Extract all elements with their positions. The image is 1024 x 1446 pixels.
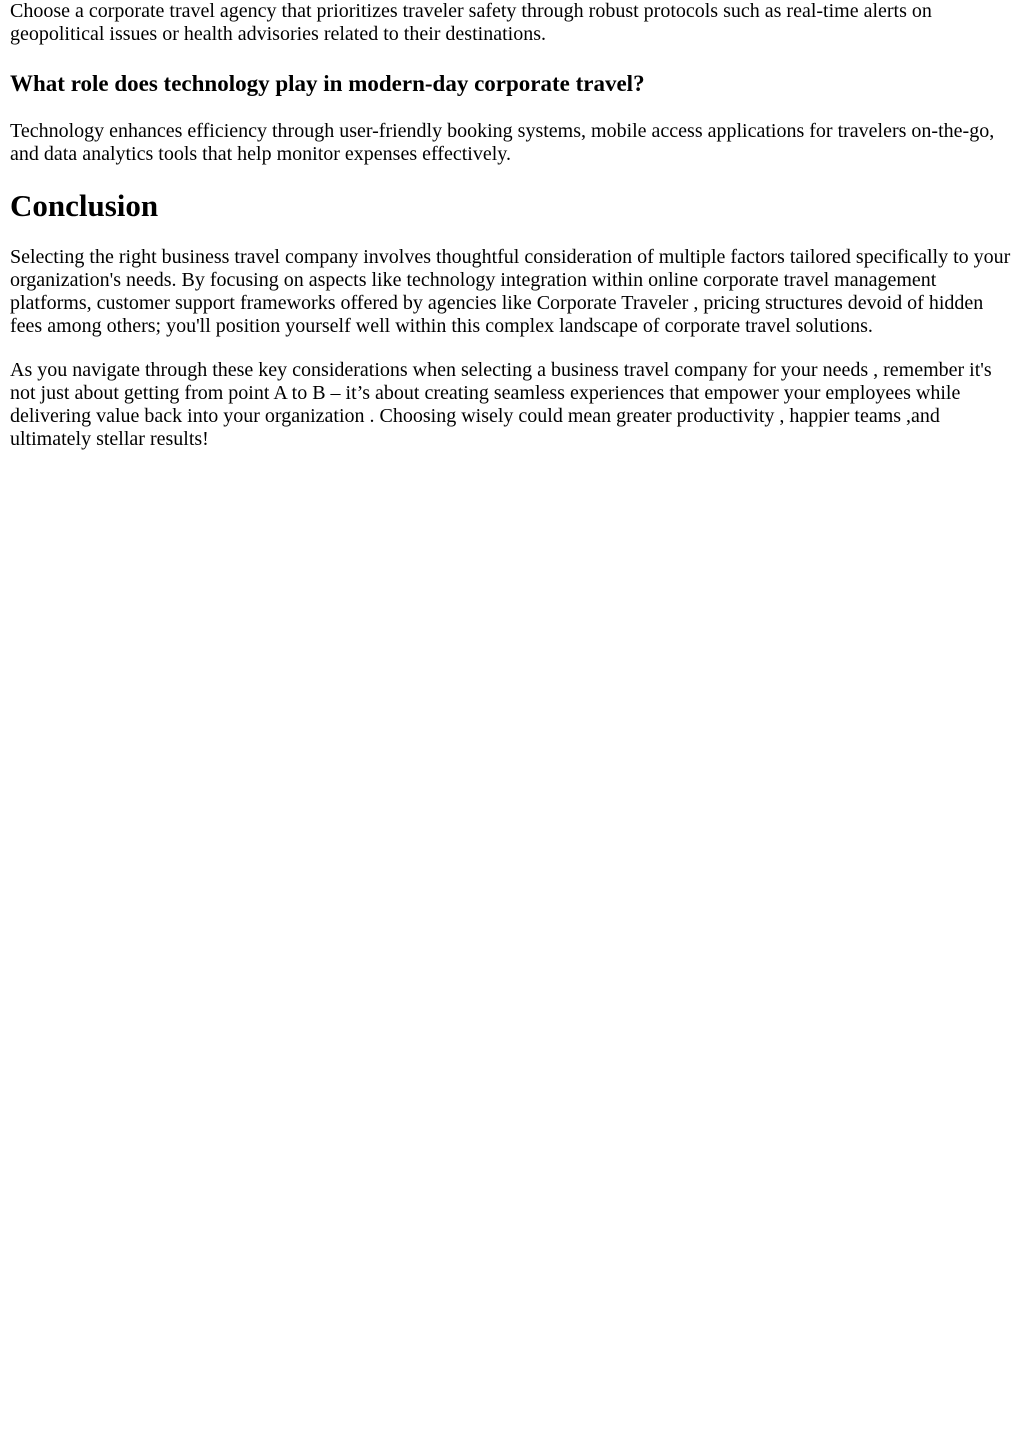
faq-technology-answer: Technology enhances efficiency through user-friendly booking systems, mobile access applications for travelers on-the-go, and data analytics tools that help monitor expenses effectively. [10,120,995,165]
conclusion-paragraph-1: Selecting the right business travel company involves thoughtful consideration of multiple factors tailored specifically to your organization's needs. By focusing on aspects like technology integration within online corporate travel management platforms, customer support frameworks offered by agencies like Corporate Traveler , pricing structures devoid of hidden fees among others; you'll position yourself well within this complex landscape of corporate travel solutions. [10,246,1011,337]
intro-paragraph: Choose a corporate travel agency that prioritizes traveler safety through robust protocols such as real-time alerts on geopolitical issues or health advisories related to their destinations. [10,0,932,45]
faq-technology-heading: What role does technology play in modern-day corporate travel? [10,71,645,96]
conclusion-paragraph-2: As you navigate through these key considerations when selecting a business travel company for your needs , remember it's not just about getting from point A to B – it’s about creating seamless experiences that empower your employees while delivering value back into your organization . Choosing wisely could mean greater productivity , happier teams ,and ultimately stellar results! [10,359,992,450]
conclusion-heading: Conclusion [10,188,159,223]
